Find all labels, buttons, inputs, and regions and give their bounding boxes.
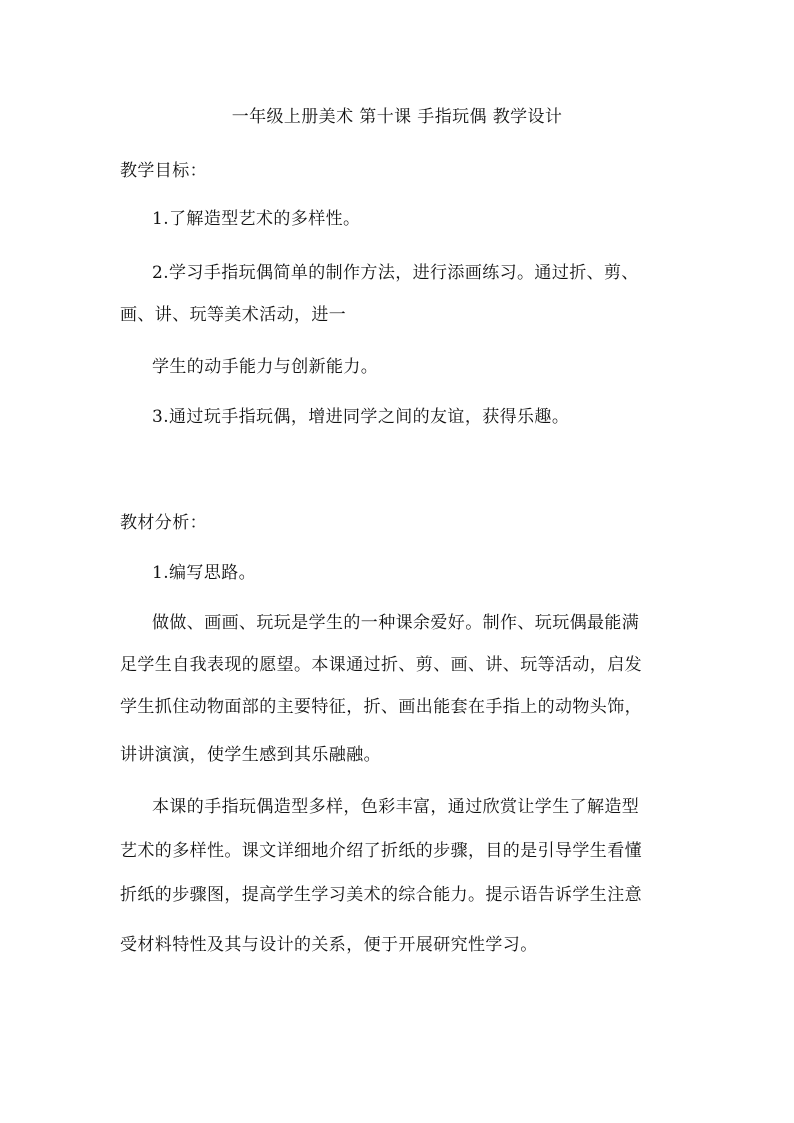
analysis-heading: 教材分析： (120, 513, 207, 533)
paragraph-2-line-3: 折纸的步骤图，提高学生学习美术的综合能力。提示语告诉学生注意 (120, 885, 642, 905)
paragraph-1-line-4: 讲讲演演，使学生感到其乐融融。 (120, 745, 381, 765)
analysis-subheading: 1.编写思路。 (152, 563, 257, 583)
paragraph-2-line-2: 艺术的多样性。课文详细地介绍了折纸的步骤，目的是引导学生看懂 (120, 841, 642, 861)
paragraph-2-line-1: 本课的手指玩偶造型多样，色彩丰富，通过欣赏让学生了解造型 (152, 797, 640, 817)
page-title: 一年级上册美术 第十课 手指玩偶 教学设计 (231, 107, 563, 127)
paragraph-1-line-1: 做做、画画、玩玩是学生的一种课余爱好。制作、玩玩偶最能满 (152, 613, 640, 633)
objectives-heading: 教学目标： (120, 161, 207, 181)
paragraph-1-line-2: 足学生自我表现的愿望。本课通过折、剪、画、讲、玩等活动，启发 (120, 655, 642, 675)
objective-item-1: 1.了解造型艺术的多样性。 (152, 209, 361, 229)
objective-item-3: 3.通过玩手指玩偶，增进同学之间的友谊，获得乐趣。 (152, 407, 570, 427)
paragraph-2-line-4: 受材料特性及其与设计的关系，便于开展研究性学习。 (120, 935, 538, 955)
objective-item-2: 2.学习手指玩偶简单的制作方法，进行添画练习。通过折、剪、 (152, 263, 639, 283)
paragraph-1-line-3: 学生抓住动物面部的主要特征，折、画出能套在手指上的动物头饰， (120, 697, 642, 717)
objective-item-2-continued: 画、讲、玩等美术活动，进一 (120, 305, 347, 325)
objective-item-2-tail: 学生的动手能力与创新能力。 (152, 357, 379, 377)
